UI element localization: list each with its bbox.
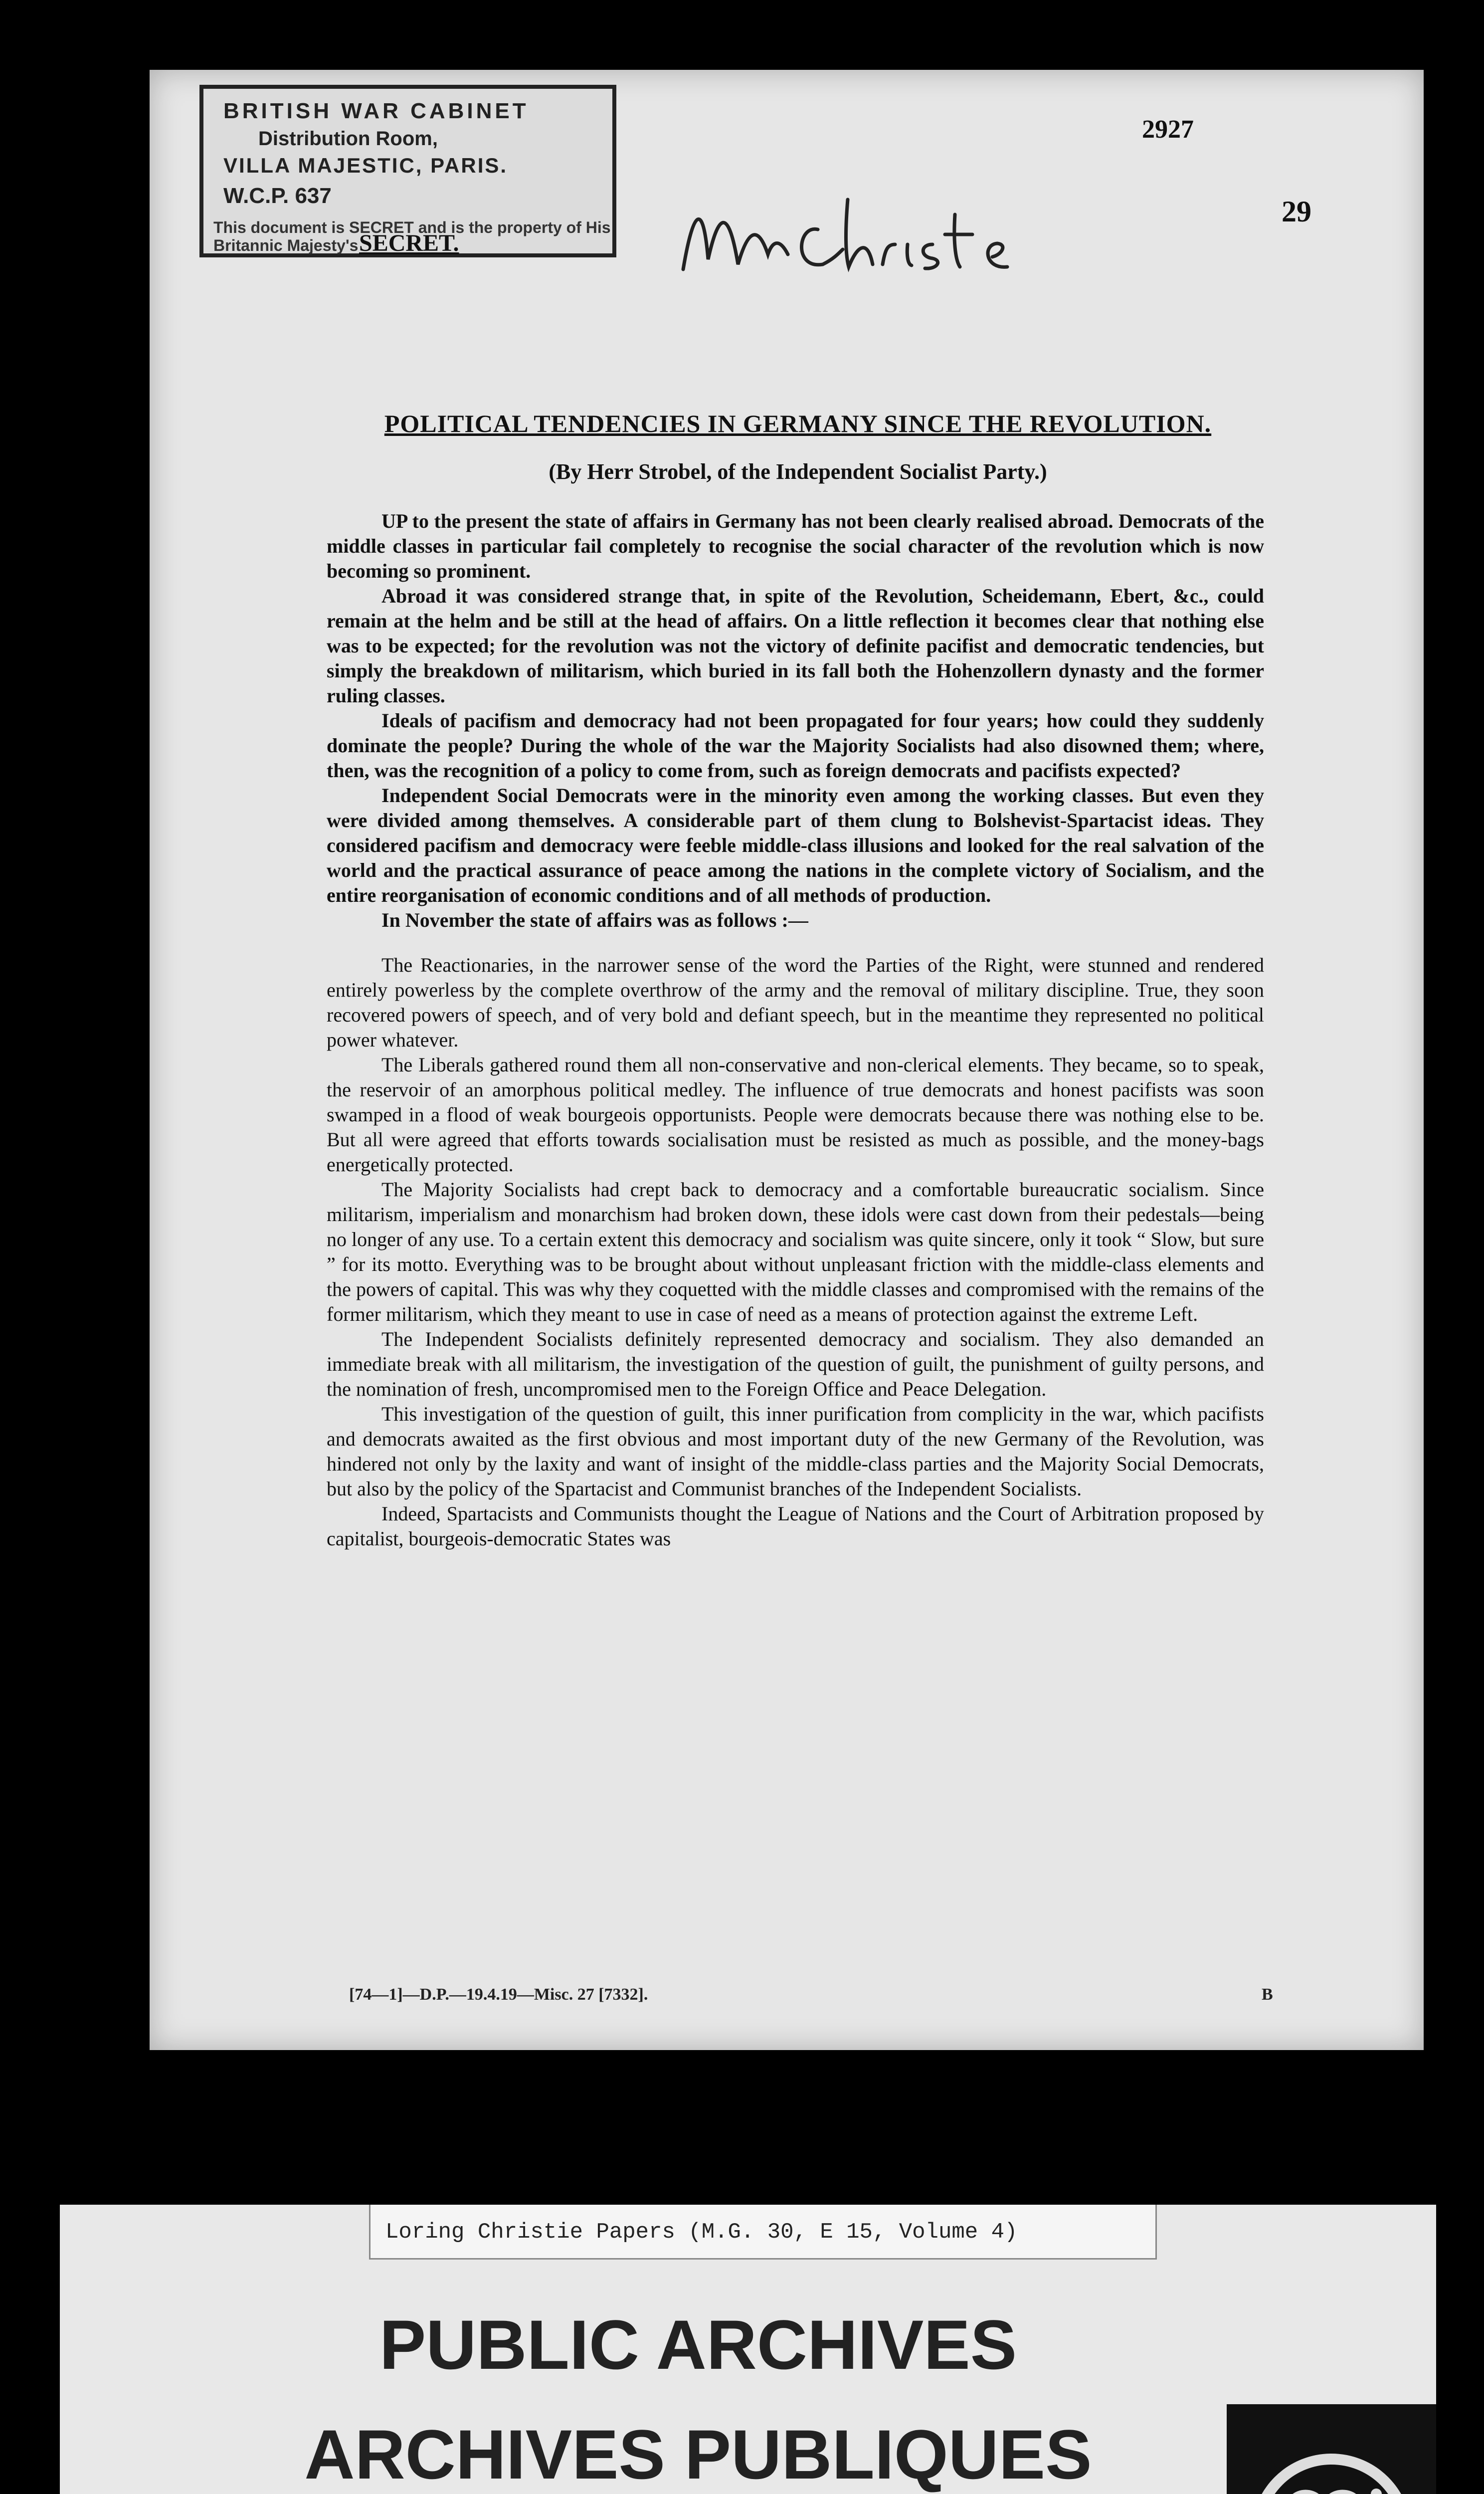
stamp-line-4: W.C.P. 637 xyxy=(223,184,332,208)
document-number: 2927 xyxy=(1142,115,1194,144)
archive-name-en: PUBLIC ARCHIVES xyxy=(379,2305,1017,2384)
paragraph: The Reactionaries, in the narrower sense of the word the Parties of the Right, were stunned and rendered entirely powerless by the complete overthrow of the army and the removal of military discipline. True, they soon recovered powers of speech, and of very bold and defiant speech, but in the meantime they represented no political power whatever. xyxy=(327,954,1264,1051)
paragraph: Indeed, Spartacists and Communists thought the League of Nations and the Court of Arbitration proposed by capitalist, bourgeois-democratic States was xyxy=(327,1502,1264,1550)
handwritten-signature xyxy=(673,170,1072,299)
page-number: 29 xyxy=(1282,195,1311,228)
paragraph: This investigation of the question of guilt, this inner purification from complicity in the war, which pacifists and democrats awaited as the first obvious and most important duty of the new Germany of the Revolution, was hindered not only by the laxity and want of insight of the middle-class parties and the Majority Social Democrats, but also by the policy of the Spartacist and Communist branches of the Independent Socialists. xyxy=(327,1403,1264,1500)
paragraph: The Majority Socialists had crept back to democracy and a comfortable bureaucratic socialism. Since militarism, imperialism and monarchism had broken down, these idols were cast down from their pedestals—being no longer of any use. To a certain extent this democracy and socialism was quite sincere, only it took “ Slow, but sure ” for its motto. Everything was to be brought about without unpleasant friction with the middle-class elements and the powers of capital. This was why they coquetted with the middle classes and compromised with the remains of the former militarism, which they meant to use in case of need as a means of protection against the extreme Left. xyxy=(327,1178,1264,1325)
paragraph: The Independent Socialists definitely represented democracy and socialism. They also demanded an immediate break with all militarism, the investigation of the question of guilt, the punishment of guilty persons, and the nomination of fresh, uncompromised men to the Foreign Office and Peace Delegation. xyxy=(327,1328,1264,1400)
print-reference: [74—1]—D.P.—19.4.19—Misc. 27 [7332]. xyxy=(349,1985,648,2004)
collection-reference: Loring Christie Papers (M.G. 30, E 15, Volume 4) xyxy=(369,2205,1157,2260)
archives-logo-icon xyxy=(1227,2404,1436,2494)
paragraph: Ideals of pacifism and democracy had not been propagated for four years; how could they suddenly dominate the people? During the whole of the war the Majority Socialists had also disowned them; where, then, was the recognition of a policy to come from, such as foreign democrats and pacifists expected? xyxy=(327,709,1264,782)
stamp-line-2: Distribution Room, xyxy=(258,128,438,150)
document-title: POLITICAL TENDENCIES IN GERMANY SINCE THE REVOLUTION. xyxy=(384,410,1212,437)
paragraph: The Liberals gathered round them all non-conservative and non-clerical elements. They became, so to speak, the reservoir of an amorphous political medley. The influence of true democrats and honest pacifists was soon swamped in a flood of weak bourgeois opportunists. People were democrats because there was nothing else to be. But all were agreed that efforts towards socialisation must be resisted as much as possible, and the money-bags energetically protected. xyxy=(327,1053,1264,1176)
archive-logo xyxy=(1227,2404,1436,2494)
paragraph: Independent Social Democrats were in the minority even among the working classes. But even they were divided among themselves. A considerable part of them clung to Bolshevist-Spartacist ideas. They considered pacifism and democracy were feeble middle-class illusions and looked for the real salvation of the world and the practical assurance of peace among the nations in the complete victory of Socialism, and the entire reorganisation of economic conditions and of all methods of production. xyxy=(327,784,1264,906)
archive-card xyxy=(60,2205,1436,2494)
document-subtitle: (By Herr Strobel, of the Independent Socialist Party.) xyxy=(549,459,1047,484)
signature-mark: B xyxy=(1262,1985,1273,2004)
stamp-line-5: This document is SECRET and is the property of His Britannic Majesty's xyxy=(213,218,611,254)
paragraph: Abroad it was considered strange that, in spite of the Revolution, Scheidemann, Ebert, &c., could remain at the helm and be still at the head of affairs. On a little reflection it becomes clear that nothing else was to be expected; for the revolution was not the victory of definite pacifist and democratic tendencies, but simply the breakdown of militarism, which buried in its fall both the Hohenzollern dynasty and the former ruling classes. xyxy=(327,585,1264,707)
stamp-line-3: VILLA MAJESTIC, PARIS. xyxy=(223,154,508,177)
paragraph: UP to the present the state of affairs in Germany has not been clearly realised abroad. Democrats of the middle classes in particular fail completely to recognise the social character of the revolution which is now becoming so prominent. xyxy=(327,510,1264,582)
archive-name-fr: ARCHIVES PUBLIQUES xyxy=(304,2415,1092,2494)
paragraph: In November the state of affairs was as follows :— xyxy=(381,909,808,931)
stamp-line-1: BRITISH WAR CABINET xyxy=(223,99,529,123)
document-page xyxy=(150,70,1424,2050)
secret-label: SECRET. xyxy=(359,230,459,256)
document-body xyxy=(327,509,1264,1551)
